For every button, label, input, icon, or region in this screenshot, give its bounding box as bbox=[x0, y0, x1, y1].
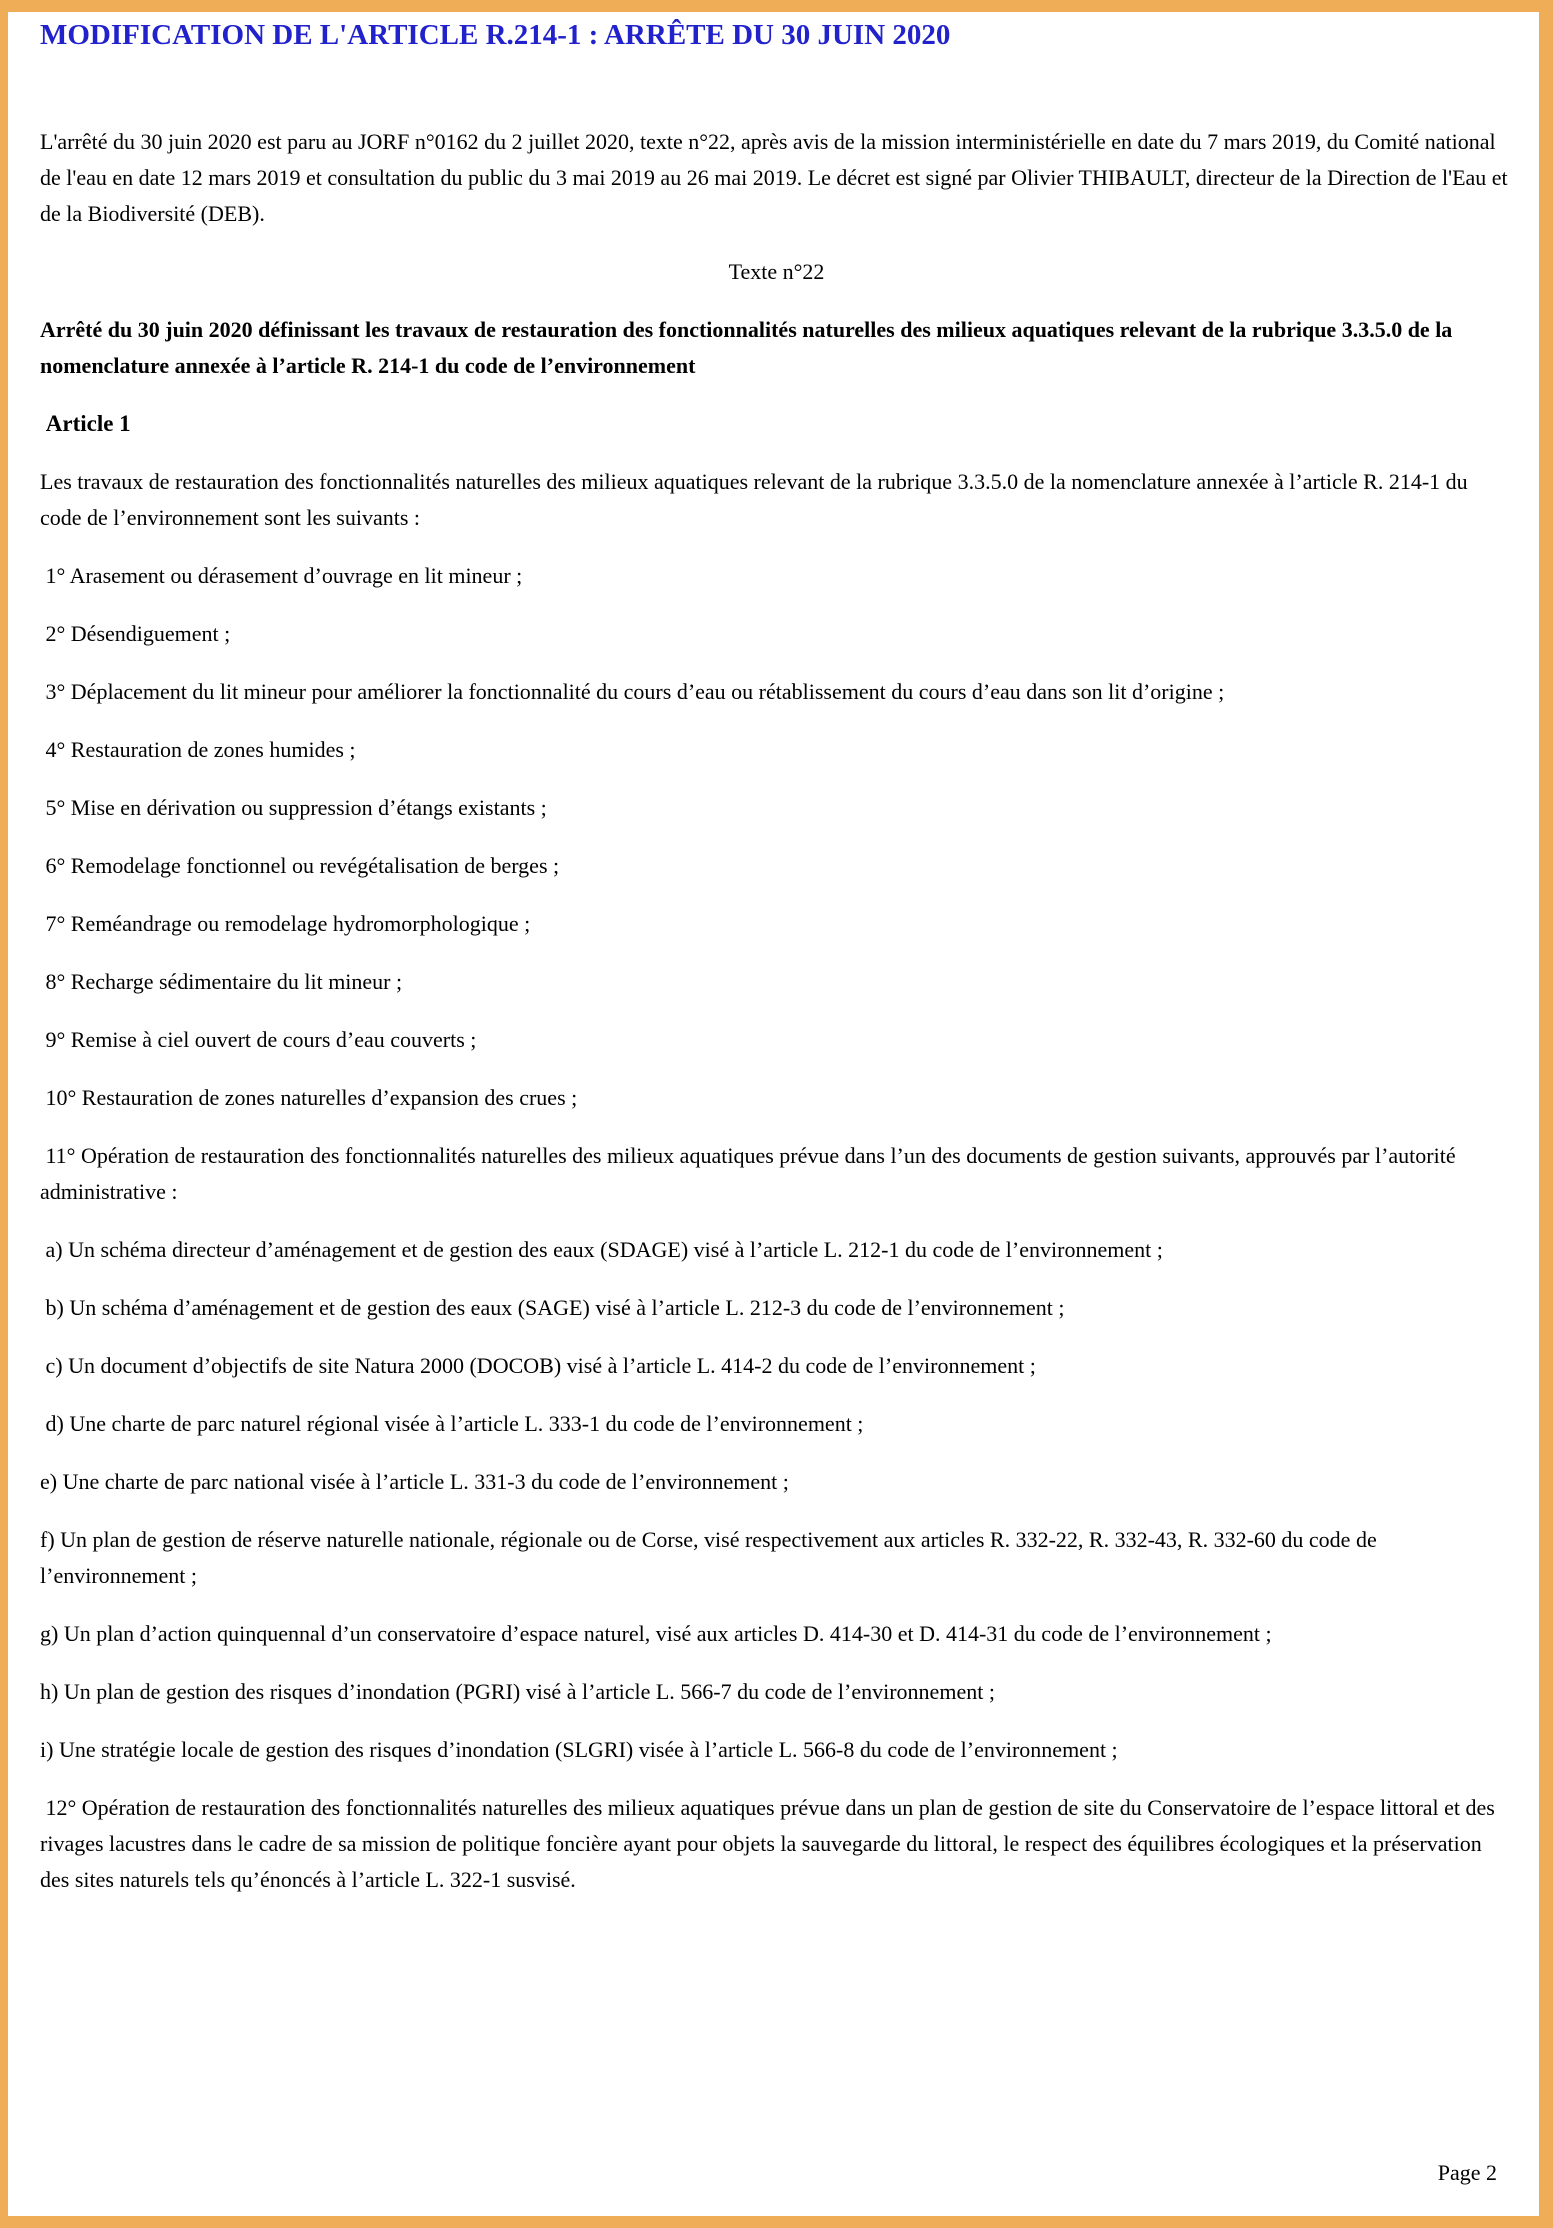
item-6: 6° Remodelage fonctionnel ou revégétalisation de berges ; bbox=[40, 853, 560, 878]
item-11-i: i) Une stratégie locale de gestion des risques d’inondation (SLGRI) visée à l’article L. 566-8 du code de l’environnement ; bbox=[40, 1737, 1118, 1762]
page-title: MODIFICATION DE L'ARTICLE R.214-1 : ARRÊTE DU 30 JUIN 2020 bbox=[40, 19, 951, 51]
item-2: 2° Désendiguement ; bbox=[40, 621, 231, 646]
item-11: 11° Opération de restauration des fonctionnalités naturelles des milieux aquatiques prévue dans l’un des documents de gestion suivants, approuvés par l’autorité administrative : bbox=[40, 1143, 1456, 1204]
item-11-h: h) Un plan de gestion des risques d’inondation (PGRI) visé à l’article L. 566-7 du code de l’environnement ; bbox=[40, 1679, 995, 1704]
item-9: 9° Remise à ciel ouvert de cours d’eau couverts ; bbox=[40, 1027, 477, 1052]
lead-paragraph: Les travaux de restauration des fonctionnalités naturelles des milieux aquatiques relevant de la rubrique 3.3.5.0 de la nomenclature annexée à l’article R. 214-1 du code de l’environnement sont les suivants : bbox=[40, 469, 1468, 530]
item-7: 7° Reméandrage ou remodelage hydromorphologique ; bbox=[40, 911, 531, 936]
item-5: 5° Mise en dérivation ou suppression d’étangs existants ; bbox=[40, 795, 547, 820]
item-11-f: f) Un plan de gestion de réserve naturelle nationale, régionale ou de Corse, visé respectivement aux articles R. 332-22, R. 332-43, R. 332-60 du code de l’environnement ; bbox=[40, 1527, 1377, 1588]
intro-paragraph: L'arrêté du 30 juin 2020 est paru au JORF n°0162 du 2 juillet 2020, texte n°22, après avis de la mission interministérielle en date du 7 mars 2019, du Comité national de l'eau en date 12 mars 2019 et consultation du public du 3 mai 2019 au 26 mai 2019. Le décret est signé par Olivier THIBAULT, directeur de la Direction de l'Eau et de la Biodiversité (DEB). bbox=[40, 129, 1508, 226]
texte-number: Texte n°22 bbox=[728, 259, 825, 284]
item-11-a: a) Un schéma directeur d’aménagement et de gestion des eaux (SDAGE) visé à l’article L. 212-1 du code de l’environnement ; bbox=[40, 1237, 1163, 1262]
item-4: 4° Restauration de zones humides ; bbox=[40, 737, 356, 762]
item-11-d: d) Une charte de parc naturel régional visée à l’article L. 333-1 du code de l’environnement ; bbox=[40, 1411, 864, 1436]
item-11-e: e) Une charte de parc national visée à l’article L. 331-3 du code de l’environnement ; bbox=[40, 1469, 789, 1494]
page-number: Page 2 bbox=[1437, 2160, 1497, 2185]
item-11-g: g) Un plan d’action quinquennal d’un conservatoire d’espace naturel, visé aux articles D. 414-30 et D. 414-31 du code de l’environnement ; bbox=[40, 1621, 1272, 1646]
item-8: 8° Recharge sédimentaire du lit mineur ; bbox=[40, 969, 403, 994]
decree-title: Arrêté du 30 juin 2020 définissant les travaux de restauration des fonctionnalités naturelles des milieux aquatiques relevant de la rubrique 3.3.5.0 de la nomenclature annexée à l’article R. 214-1 du code de l’environnement bbox=[40, 317, 1453, 378]
item-1: 1° Arasement ou dérasement d’ouvrage en lit mineur ; bbox=[40, 563, 523, 588]
item-11-b: b) Un schéma d’aménagement et de gestion des eaux (SAGE) visé à l’article L. 212-3 du code de l’environnement ; bbox=[40, 1295, 1065, 1320]
item-12: 12° Opération de restauration des fonctionnalités naturelles des milieux aquatiques prévue dans un plan de gestion de site du Conservatoire de l’espace littoral et des rivages lacustres dans le cadre de sa mission de politique foncière ayant pour objets la sauvegarde du littoral, le respect des équilibres écologiques et la préservation des sites naturels tels qu’énoncés à l’article L. 322-1 susvisé. bbox=[40, 1795, 1495, 1892]
item-10: 10° Restauration de zones naturelles d’expansion des crues ; bbox=[40, 1085, 578, 1110]
item-3: 3° Déplacement du lit mineur pour améliorer la fonctionnalité du cours d’eau ou rétablissement du cours d’eau dans son lit d’origine ; bbox=[40, 679, 1225, 704]
article-1-heading: Article 1 bbox=[40, 411, 131, 436]
item-11-c: c) Un document d’objectifs de site Natura 2000 (DOCOB) visé à l’article L. 414-2 du code de l’environnement ; bbox=[40, 1353, 1036, 1378]
